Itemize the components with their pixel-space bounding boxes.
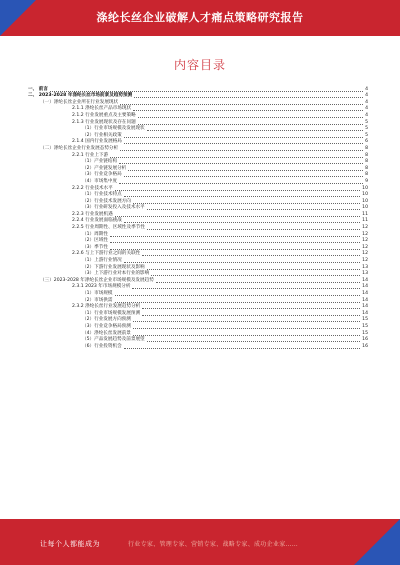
toc-entry-page: 12 <box>362 231 368 237</box>
toc-entry[interactable] <box>28 112 368 119</box>
toc-entry-label: （1）周期性 <box>82 231 108 237</box>
toc-entry[interactable] <box>28 211 368 218</box>
toc-entry-page: 11 <box>362 218 368 224</box>
toc-entry-page: 10 <box>362 192 368 198</box>
toc-leader-dots <box>124 222 360 223</box>
toc-entry[interactable] <box>28 205 368 212</box>
toc-leader-dots <box>138 117 363 118</box>
toc-leader-dots <box>151 275 360 276</box>
toc-entry-label: （3）上下游行业对本行业的影响 <box>82 271 150 277</box>
toc-entry-label: （2）区域性 <box>82 238 108 244</box>
toc-entry-label: （一）涤纶长丝企业所在行业发展现状 <box>40 99 119 105</box>
toc-leader-dots <box>128 170 363 171</box>
toc-leader-dots <box>133 335 360 336</box>
toc-leader-dots <box>133 110 363 111</box>
toc-entry[interactable] <box>28 192 368 199</box>
toc-leader-dots <box>110 242 360 243</box>
toc-leader-dots <box>50 91 363 92</box>
toc-entry[interactable] <box>28 244 368 251</box>
toc-leader-dots <box>147 341 360 342</box>
toc-leader-dots <box>142 308 360 309</box>
toc-entry-label: （1）行业市场规模发展预测 <box>82 310 141 316</box>
toc-entry-label: 二、 2023-2028 年涤纶长丝市场前景及趋势预测 <box>28 93 133 99</box>
toc-entry-page: 14 <box>362 284 368 290</box>
toc-leader-dots <box>110 236 360 237</box>
toc-leader-dots <box>133 321 360 322</box>
toc-entry-label: 2.2.3 行业发展机遇 <box>72 211 113 217</box>
toc-entry[interactable] <box>28 152 368 159</box>
toc-leader-dots <box>124 348 360 349</box>
toc-leader-dots <box>115 190 360 191</box>
footer-slogan: 让每个人都能成为 <box>40 540 100 548</box>
toc-leader-dots <box>142 315 360 316</box>
toc-entry-page: 4 <box>365 106 368 112</box>
toc-entry[interactable] <box>28 145 368 152</box>
toc-entry-label: （1）上游行业情况 <box>82 258 122 264</box>
toc-entry-page: 9 <box>365 178 368 184</box>
toc-entry-label: 2.3.2 涤纶长丝行业发展趋势分析 <box>72 304 141 310</box>
toc-entry[interactable] <box>28 231 368 238</box>
toc-entry[interactable] <box>28 277 368 284</box>
toc-entry-label: 2.3.1 2023 年市场规模分析 <box>72 284 131 290</box>
toc-entry-label: （4）市场集中度 <box>82 178 118 184</box>
toc-entry-page: 4 <box>365 112 368 118</box>
toc-entry-page: 14 <box>362 291 368 296</box>
toc-entry[interactable] <box>28 218 368 225</box>
toc-entry-label: （二）涤纶长丝企业行业发展态势分析 <box>40 145 119 151</box>
toc-entry[interactable] <box>28 257 368 264</box>
toc-entry[interactable] <box>28 185 368 192</box>
toc-leader-dots <box>120 104 363 105</box>
toc-entry-label: （1）市场规模 <box>82 291 113 296</box>
footer-banner <box>0 519 400 565</box>
toc-entry-page: 10 <box>362 205 368 211</box>
toc-entry-page: 15 <box>362 330 368 336</box>
toc-entry[interactable] <box>28 93 368 100</box>
toc-leader-dots <box>119 183 363 184</box>
toc-leader-dots <box>110 157 363 158</box>
toc-entry[interactable] <box>28 337 368 344</box>
toc-entry[interactable] <box>28 323 368 330</box>
toc-entry[interactable] <box>28 264 368 271</box>
toc-entry-page: 8 <box>365 159 368 165</box>
toc-leader-dots <box>147 130 363 131</box>
toc-heading: 内容目录 <box>173 58 226 72</box>
toc-entry-page: 8 <box>365 165 368 171</box>
toc-entry[interactable] <box>28 198 368 205</box>
toc-entry-page: 16 <box>362 337 368 343</box>
header-banner <box>0 0 400 36</box>
toc-entry-label: （6）行业投资机会 <box>82 343 122 349</box>
toc-entry-label: （2）下游行业发展现状及影响 <box>82 264 145 270</box>
footer-tagline: 行业专家、管理专家、营销专家、战略专家、成功企业家…… <box>128 541 299 548</box>
toc-entry-page: 12 <box>362 244 368 250</box>
toc-entry-label: （3）行业研发投入及技术水平 <box>82 205 145 211</box>
toc-leader-dots <box>119 163 363 164</box>
toc-leader-dots <box>156 282 360 283</box>
toc-entry-page: 12 <box>362 258 368 264</box>
toc-entry-page: 15 <box>362 317 368 323</box>
toc-entry-page: 14 <box>362 277 368 283</box>
toc-entry-label: 2.1.1 涤纶长丝产品市场现状 <box>72 106 132 112</box>
toc-entry-page: 4 <box>365 93 368 99</box>
toc-entry-page: 5 <box>365 119 368 125</box>
toc-entry-page: 14 <box>362 304 368 310</box>
toc-entry[interactable] <box>28 238 368 245</box>
toc-entry-label: 2.1.4 国内行业发展格局 <box>72 139 122 145</box>
toc-entry-label: （4）涤纶长丝发展前景 <box>82 330 131 336</box>
toc-entry-page: 4 <box>365 86 368 92</box>
toc-leader-dots <box>124 196 360 197</box>
toc-leader-dots <box>120 150 363 151</box>
toc-entry-page: 5 <box>365 132 368 138</box>
toc-leader-dots <box>124 176 363 177</box>
toc-entry-label: （3）行业竞争格局预测 <box>82 323 131 329</box>
toc-entry[interactable] <box>28 165 368 172</box>
toc-entry-page: 14 <box>362 310 368 316</box>
toc-entry[interactable] <box>28 99 368 106</box>
toc-leader-dots <box>124 137 363 138</box>
toc-entry-label: （2）行业相关政策 <box>82 132 122 138</box>
toc-entry-label: 2.2.5 行业周期性、区域性及季节性 <box>72 225 145 231</box>
toc-entry[interactable] <box>28 224 368 231</box>
toc-entry-label: 一、 前言 <box>28 86 48 92</box>
toc-leader-dots <box>133 328 360 329</box>
toc-entry-page: 8 <box>365 152 368 158</box>
toc-entry[interactable] <box>28 284 368 291</box>
toc-entry[interactable] <box>28 172 368 179</box>
toc-entry-label: 2.1.2 行业发展重点及主要策略 <box>72 112 136 118</box>
toc-entry-page: 11 <box>362 211 368 217</box>
toc-leader-dots <box>147 229 360 230</box>
toc-leader-dots <box>115 302 361 303</box>
toc-entry[interactable] <box>28 290 368 297</box>
toc-entry[interactable] <box>28 139 368 146</box>
toc-entry[interactable] <box>28 251 368 258</box>
toc-entry-page: 12 <box>362 225 368 231</box>
toc-entry-label: （3）季节性 <box>82 244 108 250</box>
toc-entry[interactable] <box>28 271 368 278</box>
toc-entry-label: 2.2.1 行业上下游 <box>72 152 109 158</box>
toc-entry-label: 2.2.2 行业技术水平 <box>72 185 113 191</box>
table-of-contents <box>28 86 368 350</box>
toc-entry-label: （1）产业链结构 <box>82 159 118 165</box>
toc-entry-label: （2）行业技术发展方向 <box>82 198 131 204</box>
toc-entry-page: 16 <box>362 343 368 349</box>
toc-entry[interactable] <box>28 119 368 126</box>
toc-leader-dots <box>124 262 360 263</box>
toc-entry-page: 6 <box>365 139 368 145</box>
toc-entry-label: （3）行业竞争格局 <box>82 172 122 178</box>
toc-entry-page: 14 <box>362 297 368 303</box>
document-title: 涤纶长丝企业破解人才痛点策略研究报告 <box>96 11 304 24</box>
toc-leader-dots <box>134 97 363 98</box>
toc-entry[interactable] <box>28 343 368 350</box>
toc-entry-label: （三）2023-2028 年涤纶长丝企业市场规模及发展趋势 <box>40 277 154 283</box>
toc-leader-dots <box>147 209 360 210</box>
toc-leader-dots <box>115 295 361 296</box>
toc-entry-label: （2）市场供需 <box>82 297 113 303</box>
toc-entry-label: 2.1.3 行业发展现状及存在问题 <box>72 119 136 125</box>
toc-entry-label: （2）行业发展方向预测 <box>82 317 131 323</box>
toc-entry[interactable] <box>28 106 368 113</box>
toc-entry-page: 12 <box>362 251 368 257</box>
toc-entry-page: 8 <box>365 172 368 178</box>
toc-entry-label: （1）行业技术特点 <box>82 192 122 198</box>
toc-entry[interactable] <box>28 126 368 133</box>
toc-leader-dots <box>138 124 363 125</box>
toc-entry-label: 2.2.4 行业发展面临挑战 <box>72 218 122 224</box>
toc-entry[interactable] <box>28 297 368 304</box>
toc-leader-dots <box>133 203 360 204</box>
toc-leader-dots <box>142 255 360 256</box>
toc-entry[interactable] <box>28 178 368 185</box>
footer-corner-decoration <box>354 519 400 565</box>
toc-entry-page: 15 <box>362 323 368 329</box>
toc-entry-page: 8 <box>365 145 368 151</box>
toc-entry[interactable] <box>28 132 368 139</box>
toc-leader-dots <box>147 269 360 270</box>
toc-entry-label: 2.2.6 与上下游行业之间的关联性 <box>72 251 141 257</box>
toc-entry[interactable] <box>28 304 368 311</box>
toc-entry-page: 4 <box>365 99 368 105</box>
toc-leader-dots <box>110 249 360 250</box>
toc-leader-dots <box>132 288 360 289</box>
toc-entry-page: 10 <box>362 185 368 191</box>
toc-entry-page: 10 <box>362 198 368 204</box>
toc-entry-page: 5 <box>365 126 368 132</box>
toc-entry[interactable] <box>28 86 368 93</box>
toc-entry-label: （1）行业市场规模及发展现状 <box>82 126 145 132</box>
toc-entry-page: 13 <box>362 264 368 270</box>
toc-entry-label: （2）产业链发展分析 <box>82 165 127 171</box>
toc-entry[interactable] <box>28 330 368 337</box>
toc-entry[interactable] <box>28 159 368 166</box>
toc-leader-dots <box>115 216 360 217</box>
toc-entry[interactable] <box>28 310 368 317</box>
toc-entry-label: （5）产品发展趋势及前景展望 <box>82 337 145 343</box>
toc-entry[interactable] <box>28 317 368 324</box>
toc-entry-page: 13 <box>362 271 368 277</box>
toc-leader-dots <box>124 143 363 144</box>
toc-entry-page: 12 <box>362 238 368 244</box>
